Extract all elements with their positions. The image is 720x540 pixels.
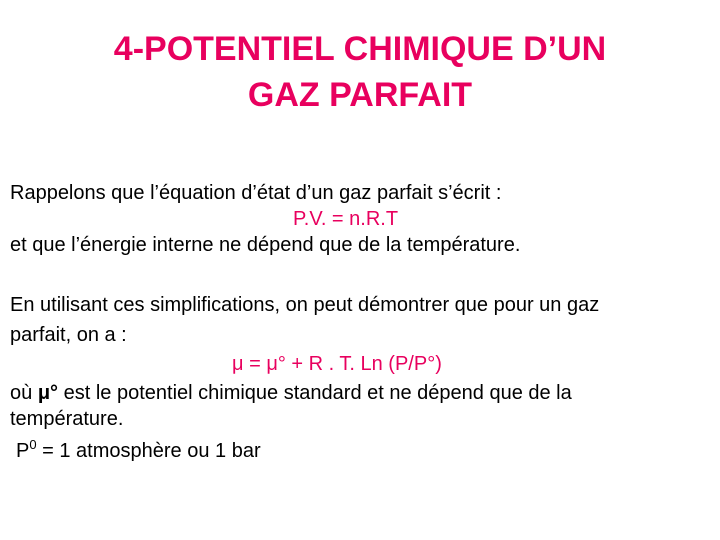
line3-suffix: est le potentiel chimique standard et ne dépend que de la <box>58 382 572 404</box>
slide-body <box>10 181 716 481</box>
paragraph2-line2: parfait, on a : <box>10 324 127 346</box>
title-line-1: 4-POTENTIEL CHIMIQUE D’UN <box>113 30 607 68</box>
chemical-potential-formula: μ = μ° + R . T. Ln (P/P°) <box>232 353 442 375</box>
slide-title <box>0 26 720 118</box>
paragraph2-line4: température. <box>10 408 124 430</box>
paragraph2-line5 <box>16 439 261 465</box>
title-line-2: GAZ PARFAIT <box>247 76 473 114</box>
mu-standard-symbol: μ° <box>37 382 59 404</box>
paragraph2-line1: En utilisant ces simplifications, on peut démontrer que pour un gaz <box>10 294 600 316</box>
p-symbol: P <box>16 440 30 462</box>
paragraph1-line2: et que l’énergie interne ne dépend que de la température. <box>10 234 521 256</box>
line3-prefix: où <box>10 382 38 404</box>
ideal-gas-formula: P.V. = n.R.T <box>293 208 399 230</box>
p-superscript: 0 <box>29 437 37 452</box>
p-value: = 1 atmosphère ou 1 bar <box>36 440 261 462</box>
paragraph1-line1: Rappelons que l’équation d’état d’un gaz parfait s’écrit : <box>10 182 502 204</box>
paragraph2-line3 <box>10 381 572 406</box>
